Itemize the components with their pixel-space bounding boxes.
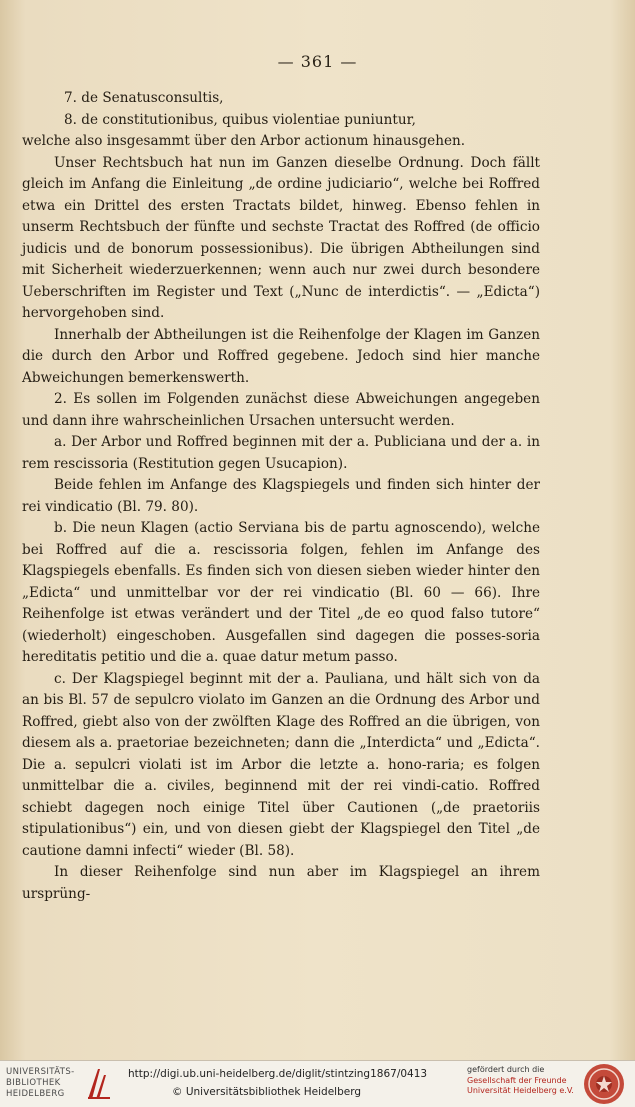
page-number: — 361 —: [277, 52, 358, 71]
paragraph: welche also insgesammt über den Arbor actionum hinausgehen.: [22, 133, 466, 149]
library-line: HEIDELBERG: [6, 1089, 65, 1099]
library-line: UNIVERSITÄTS-: [6, 1067, 75, 1077]
footer-bar: [0, 1060, 635, 1107]
paragraph: c. Der Klagspiegel beginnt mit der a. Pauliana, und hält sich von da an bis Bl. 57 de sepulcro violato im Ganzen an die Ordnung des Arbor und Roffred, giebt also von der zwölften Klage des Roffred an die übrigen, von diesem als a. praetoriae bezeichneten; dann die „Interdicta“ und „Edicta“. Die a. sepulcri violati ist im Arbor die letzte a. hono-raria; es folgen unmittelbar die a. civiles, beginnend mit der rei vindi-catio. Roffred schiebt dagegen noch einige Titel über Cautionen („de praetoriis stipulationibus“) ein, und von diesen giebt der Klagspiegel den Titel „de cautione damni infecti“ wieder (Bl. 58).: [22, 670, 540, 859]
paragraph: 8. de constitutionibus, quibus violentiae puniuntur,: [64, 111, 416, 128]
paragraph: Innerhalb der Abtheilungen ist die Reihenfolge der Klagen im Ganzen die durch den Arbor und Roffred gegebene. Jedoch sind hier manche Abweichungen bemerkenswerth.: [22, 326, 540, 386]
sponsor-name: Universität Heidelberg e.V.: [467, 1086, 574, 1095]
paragraph: Unser Rechtsbuch hat nun im Ganzen dieselbe Ordnung. Doch fällt gleich im Anfang die Einleitung „de ordine judiciario“, welche bei Roffred etwa ein Drittel des ersten Tractats bildet, hinweg. Ebenso fehlen in unserm Rechtsbuch der fünfte und sechste Tractat des Roffred (de officio judicis und de bonorum possessionibus). Die übrigen Abtheilungen sind mit Sicherheit wiederzuerkennen; wenn auch nur zwei durch besondere Ueberschriften im Register und Text („Nunc de interdictis“. — „Edicta“) hervorgehoben sind.: [22, 154, 540, 321]
sponsor-block: [467, 1065, 574, 1097]
paragraph: b. Die neun Klagen (actio Serviana bis de partu agnoscendo), welche bei Roffred auf die a. rescissoria folgen, fehlen im Anfange des Klagspiegels ebenfalls. Es finden sich von diesen sieben wieder hinter den „Edicta“ und unmittelbar vor der rei vindicatio (Bl. 60 — 66). Ihre Reihenfolge ist etwas verändert und der Titel „de eo quod falso tutore“ (wiederholt) eingeschoben. Ausgefallen sind dagegen die posses-soria hereditatis petitio und die a. quae datur metum passo.: [22, 520, 540, 665]
paragraph: 7. de Senatusconsultis,: [64, 90, 224, 106]
copyright-text: © Universitätsbibliothek Heidelberg: [172, 1086, 362, 1098]
sponsor-label: gefördert durch die: [467, 1065, 545, 1074]
university-seal-icon: [583, 1063, 625, 1105]
library-line: BIBLIOTHEK: [6, 1078, 61, 1088]
paragraph: 2. Es sollen im Folgenden zunächst diese Abweichungen angegeben und dann ihre wahrscheinlichen Ursachen untersucht werden.: [22, 391, 540, 429]
permalink-link[interactable]: http://digi.ub.uni-heidelberg.de/diglit/stintzing1867/0413: [128, 1068, 428, 1080]
paragraph: a. Der Arbor und Roffred beginnen mit der a. Publiciana und der a. in rem rescissoria (Restitution gegen Usucapion).: [22, 434, 540, 472]
paragraph: Beide fehlen im Anfange des Klagspiegels und finden sich hinter der rei vindicatio (Bl. 79. 80).: [22, 477, 540, 515]
library-logo-icon: [86, 1067, 112, 1101]
page-body: [22, 88, 540, 905]
library-name: [6, 1067, 75, 1100]
paragraph: In dieser Reihenfolge sind nun aber im Klagspiegel an ihrem ursprüng-: [22, 864, 540, 902]
sponsor-name: Gesellschaft der Freunde: [467, 1075, 567, 1085]
